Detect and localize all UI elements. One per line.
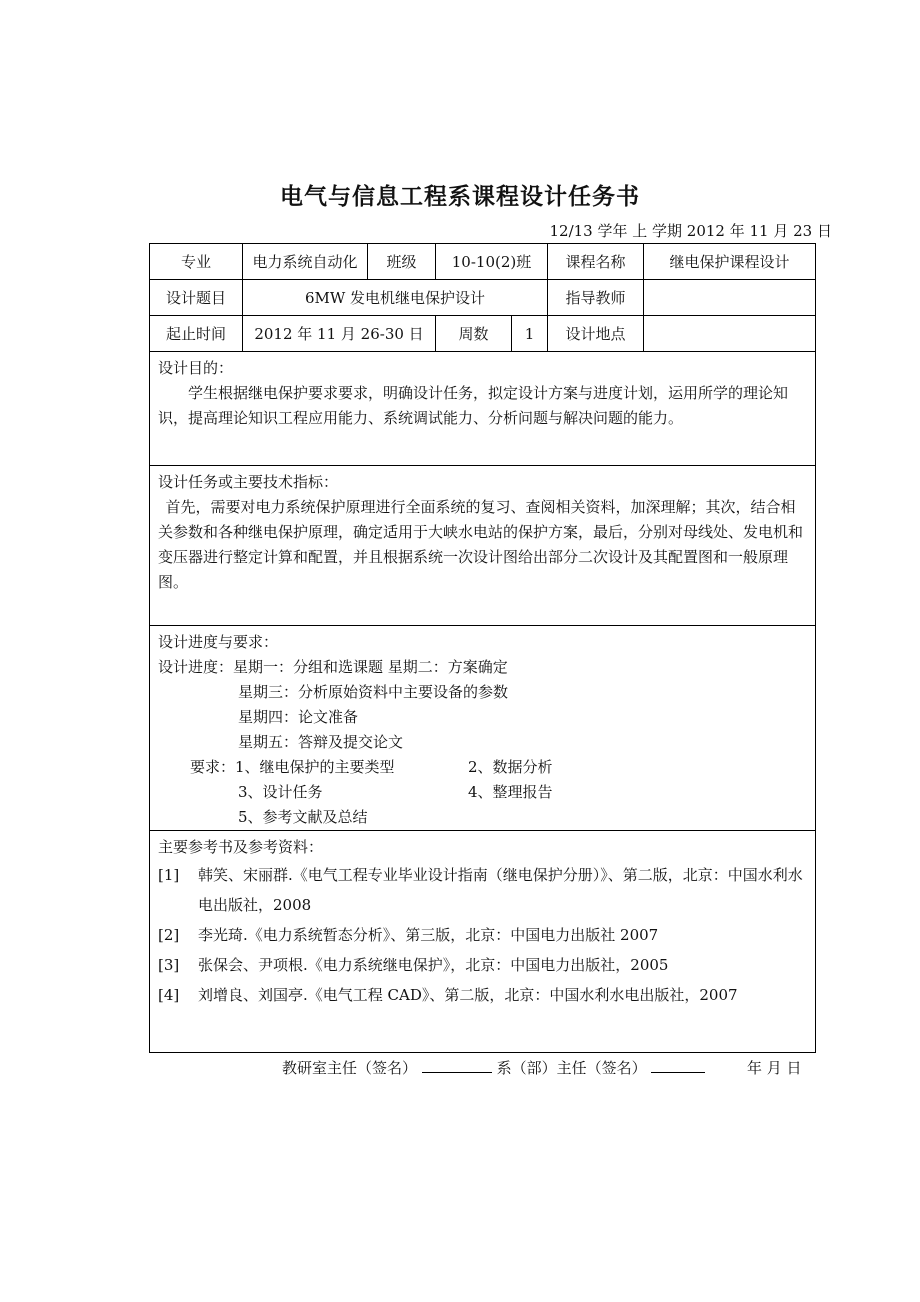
course-label: 课程名称 [548, 244, 644, 280]
reference-item [158, 980, 807, 1010]
table-row [150, 280, 816, 316]
lab-director-label: 教研室主任（签名） [282, 1059, 418, 1077]
reference-item [158, 950, 807, 980]
period-label: 起止时间 [150, 316, 243, 352]
references-section [150, 831, 816, 1053]
tasks-heading: 设计任务或主要技术指标： [158, 473, 339, 491]
progress-section [150, 626, 816, 831]
requirement-item: 2、数据分析 [468, 758, 553, 776]
signature-line [282, 1057, 801, 1078]
teacher-label: 指导教师 [548, 280, 644, 316]
document-title: 电气与信息工程系课程设计任务书 [280, 184, 640, 210]
place-value [644, 316, 816, 352]
table-row [150, 244, 816, 280]
reference-item [158, 860, 807, 920]
tasks-section [150, 466, 816, 626]
tasks-cell [150, 466, 816, 626]
reference-text: 刘增良、刘国亭.《电气工程 CAD》、第二版，北京：中国水利水电出版社，2007 [198, 986, 738, 1004]
tasks-text: 首先，需要对电力系统保护原理进行全面系统的复习、查阅相关资料，加深理解；其次，结合相关参数和各种继电保护原理，确定适用于大峡水电站的保护方案，最后，分别对母线处、发电机和变压器进行整定计算和配置，并且根据系统一次设计图给出部分二次设计及其配置图和一般原理图。 [158, 498, 804, 591]
period-value: 2012 年 11 月 26-30 日 [243, 316, 436, 352]
dept-director-signature-blank [651, 1058, 705, 1073]
requirement-item: 3、设计任务 [238, 783, 323, 801]
date-line: 12/13 学年 上 学期 2012 年 11 月 23 日 [549, 222, 832, 240]
reference-number: [2] [158, 926, 180, 944]
reference-number: [4] [158, 986, 180, 1004]
requirement-item: 要求：1、继电保护的主要类型 [190, 758, 395, 776]
purpose-heading: 设计目的： [158, 359, 234, 377]
progress-line-3: 星期四：论文准备 [238, 708, 359, 726]
requirements-row-2 [158, 780, 807, 805]
signature-date: 年 月 日 [746, 1059, 802, 1077]
major-label: 专业 [150, 244, 243, 280]
requirement-item: 4、整理报告 [468, 783, 553, 801]
reference-text: 韩笑、宋丽群.《电气工程专业毕业设计指南（继电保护分册）》、第二版，北京：中国水利水电出版社，2008 [198, 866, 803, 914]
table-row [150, 316, 816, 352]
course-value: 继电保护课程设计 [644, 244, 816, 280]
purpose-text: 学生根据继电保护要求要求，明确设计任务，拟定设计方案与进度计划，运用所学的理论知识，提高理论知识工程应用能力、系统调试能力、分析问题与解决问题的能力。 [158, 384, 789, 427]
reference-number: [3] [158, 956, 180, 974]
class-value: 10-10(2)班 [436, 244, 548, 280]
progress-heading: 设计进度与要求： [158, 633, 279, 651]
topic-value: 6MW 发电机继电保护设计 [243, 280, 548, 316]
major-value: 电力系统自动化 [243, 244, 368, 280]
place-label: 设计地点 [548, 316, 644, 352]
weeks-label: 周数 [436, 316, 512, 352]
reference-text: 李光琦.《电力系统暂态分析》、第三版，北京：中国电力出版社 2007 [198, 926, 659, 944]
reference-text: 张保会、尹项根.《电力系统继电保护》，北京：中国电力出版社，2005 [198, 956, 669, 974]
weeks-value: 1 [512, 316, 548, 352]
reference-item [158, 920, 807, 950]
requirement-item: 5、参考文献及总结 [238, 808, 368, 826]
class-label: 班级 [368, 244, 436, 280]
task-form-table [149, 243, 816, 1053]
progress-line-2: 星期三：分析原始资料中主要设备的参数 [238, 683, 509, 701]
progress-cell [150, 626, 816, 831]
purpose-section [150, 352, 816, 466]
purpose-cell [150, 352, 816, 466]
reference-number: [1] [158, 866, 180, 884]
progress-line-4: 星期五：答辩及提交论文 [238, 733, 404, 751]
requirements-row-1 [158, 755, 807, 780]
dept-director-label: 系（部）主任（签名） [496, 1059, 647, 1077]
references-heading: 主要参考书及参考资料： [158, 838, 324, 856]
topic-label: 设计题目 [150, 280, 243, 316]
references-cell [150, 831, 816, 1053]
progress-line-1: 设计进度：星期一：分组和选课题 星期二：方案确定 [158, 658, 508, 676]
lab-director-signature-blank [422, 1058, 492, 1073]
teacher-value [644, 280, 816, 316]
